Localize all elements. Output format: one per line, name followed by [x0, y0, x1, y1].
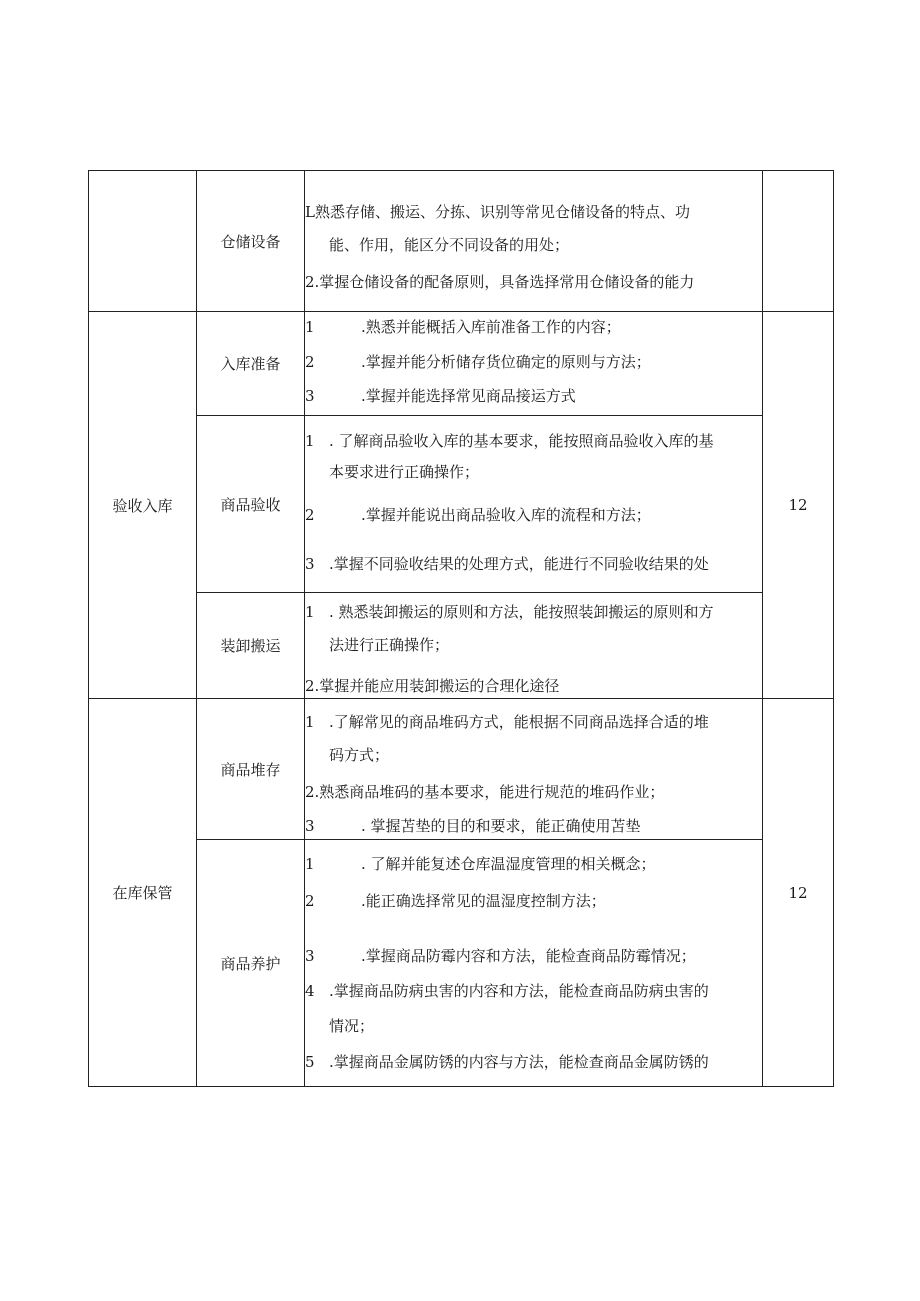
topic-cell: 商品验收 — [197, 416, 305, 593]
requirement-line — [305, 946, 758, 966]
item-text: .熟悉并能概括入库前准备工作的内容； — [361, 318, 621, 336]
requirement-line: 码方式； — [329, 746, 390, 764]
requirement-line — [305, 891, 758, 911]
item-number: 3 — [305, 947, 315, 965]
item-number: 2 — [305, 353, 315, 371]
item-text: . 熟悉装卸搬运的原则和方法，能按照装卸搬运的原则和方 — [329, 603, 714, 621]
item-number: 1 — [305, 432, 315, 450]
table-row — [89, 699, 834, 840]
item-text: .掌握并能选择常见商品接运方式 — [361, 387, 576, 405]
unit-cell: 在库保管 — [89, 699, 197, 1087]
item-text: .了解常见的商品堆码方式，能根据不同商品选择合适的堆 — [329, 713, 709, 731]
table-row — [89, 416, 834, 593]
requirement-line — [305, 782, 758, 802]
requirement-line — [305, 386, 758, 406]
hours-cell: 12 — [763, 312, 834, 699]
table-row — [89, 840, 834, 1087]
requirement-line: 法进行正确操作； — [329, 636, 450, 654]
requirement-line: 能、作用，能区分不同设备的用处； — [329, 236, 570, 254]
item-text: . 掌握苫垫的目的和要求，能正确使用苫垫 — [361, 817, 641, 835]
requirement-line — [305, 1052, 758, 1072]
topic-cell: 装卸搬运 — [197, 593, 305, 699]
item-text: .掌握商品防病虫害的内容和方法，能检查商品防病虫害的 — [329, 982, 709, 1000]
item-number: 1 — [305, 318, 315, 336]
requirement-line — [305, 816, 758, 836]
requirement-line — [305, 981, 758, 1001]
requirements-cell — [305, 416, 763, 593]
requirement-line — [305, 317, 758, 337]
item-text: .掌握并能分析储存货位确定的原则与方法； — [361, 353, 651, 371]
item-text: .掌握并能说出商品验收入库的流程和方法； — [361, 506, 651, 524]
requirement-line — [305, 602, 758, 622]
item-text: .掌握商品防霉内容和方法，能检查商品防霉情况； — [361, 947, 696, 965]
unit-cell: 验收入库 — [89, 312, 197, 699]
requirement-line: 情况； — [329, 1017, 375, 1035]
hours-cell: 12 — [763, 699, 834, 1087]
item-number: 2 — [305, 892, 315, 910]
item-text: . 了解商品验收入库的基本要求，能按照商品验收入库的基 — [329, 432, 714, 450]
syllabus-table — [88, 170, 834, 1087]
item-number: 3 — [305, 555, 315, 573]
requirements-cell — [305, 699, 763, 840]
requirement-line: 本要求进行正确操作； — [329, 463, 480, 481]
table-row — [89, 593, 834, 699]
requirement-line — [305, 676, 758, 696]
table-row — [89, 171, 834, 312]
item-text: . 了解并能复述仓库温湿度管理的相关概念； — [361, 855, 656, 873]
item-text: .能正确选择常见的温湿度控制方法； — [361, 892, 606, 910]
table-row — [89, 312, 834, 416]
requirement-line — [305, 712, 758, 732]
requirement-line — [305, 854, 758, 874]
requirements-cell — [305, 593, 763, 699]
item-number: 2 — [305, 506, 315, 524]
topic-cell: 入库准备 — [197, 312, 305, 416]
item-number: 1 — [305, 855, 315, 873]
requirement-line — [305, 431, 758, 451]
topic-cell: 商品堆存 — [197, 699, 305, 840]
item-number: 4 — [305, 982, 315, 1000]
hours-cell-empty — [763, 171, 834, 312]
item-text: .掌握商品金属防锈的内容与方法，能检查商品金属防锈的 — [329, 1053, 709, 1071]
requirement-line — [305, 505, 758, 525]
item-number: 1 — [305, 713, 315, 731]
item-text: 2.掌握并能应用装卸搬运的合理化途径 — [305, 677, 560, 695]
item-text: .掌握不同验收结果的处理方式，能进行不同验收结果的处 — [329, 555, 709, 573]
requirements-cell — [305, 312, 763, 416]
item-number: 5 — [305, 1053, 315, 1071]
requirement-line: L熟悉存储、搬运、分拣、识别等常见仓储设备的特点、功 — [305, 203, 690, 221]
item-text: 2.熟悉商品堆码的基本要求，能进行规范的堆码作业； — [305, 783, 665, 801]
item-number: 1 — [305, 603, 315, 621]
requirement-line — [305, 352, 758, 372]
unit-cell-empty — [89, 171, 197, 312]
item-number: 3 — [305, 817, 315, 835]
requirement-line: 2.掌握仓储设备的配备原则，具备选择常用仓储设备的能力 — [305, 273, 695, 291]
item-number: 3 — [305, 387, 315, 405]
topic-cell: 仓储设备 — [197, 171, 305, 312]
topic-cell: 商品养护 — [197, 840, 305, 1087]
requirements-cell — [305, 171, 763, 312]
requirements-cell — [305, 840, 763, 1087]
requirement-line — [305, 554, 758, 574]
